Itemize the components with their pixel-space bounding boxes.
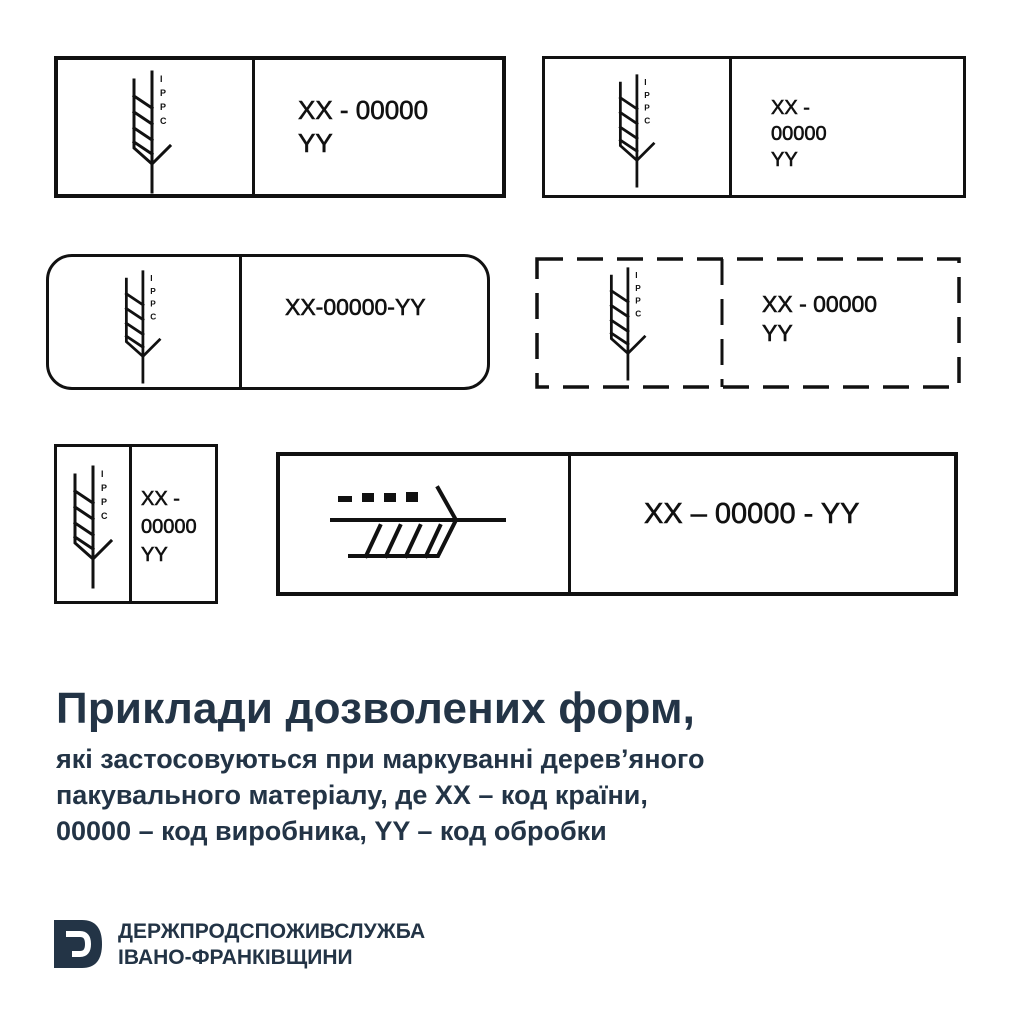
- wheat-ear-icon: [126, 66, 176, 196]
- svg-text:I: I: [635, 270, 638, 280]
- svg-text:P: P: [644, 90, 650, 100]
- org-name-line2: ІВАНО-ФРАНКІВЩИНИ: [118, 946, 353, 969]
- mark-code: XX – 00000 - YY: [644, 498, 860, 530]
- svg-text:I: I: [644, 77, 647, 87]
- dashed-frame: [534, 256, 962, 390]
- headline: Приклади дозволених форм,: [56, 684, 696, 733]
- caption-line: які застосовуються при маркуванні дерев’яного: [56, 744, 705, 774]
- ippc-mark-2: [542, 56, 966, 198]
- wheat-ear-icon: [119, 263, 165, 389]
- caption-line: пакувального матеріалу, де XX – код країни,: [56, 780, 648, 810]
- svg-text:P: P: [101, 497, 108, 507]
- wheat-ear-icon: [67, 455, 117, 597]
- svg-text:C: C: [101, 511, 108, 521]
- wheat-ear-icon: [604, 260, 650, 386]
- svg-text:P: P: [101, 483, 108, 493]
- ippc-mark-4: [534, 256, 962, 390]
- mark-code: XX - 00000 YY: [771, 97, 827, 171]
- svg-text:P: P: [160, 88, 167, 98]
- org-name-line1: ДЕРЖПРОДСПОЖИВСЛУЖБА: [118, 920, 426, 943]
- ippc-text: I: [160, 74, 163, 84]
- svg-text:P: P: [160, 102, 167, 112]
- svg-text:P: P: [635, 283, 641, 293]
- svg-text:P: P: [644, 103, 650, 113]
- mark-code: XX - 00000 YY: [298, 95, 429, 158]
- svg-text:P: P: [150, 299, 156, 309]
- caption-line: 00000 – код виробника, YY – код обробки: [56, 816, 607, 846]
- ippc-mark-5: [54, 444, 218, 604]
- wheat-ear-horizontal-icon: [328, 484, 508, 566]
- svg-text:I: I: [101, 469, 104, 479]
- caption: [56, 683, 704, 849]
- svg-text:P: P: [635, 296, 641, 306]
- mark-code: XX - 00000 YY: [141, 488, 197, 566]
- svg-text:C: C: [635, 309, 642, 319]
- svg-text:C: C: [644, 116, 651, 126]
- svg-text:C: C: [160, 116, 167, 126]
- mark-code: XX-00000-YY: [285, 294, 426, 320]
- svg-text:C: C: [150, 312, 157, 322]
- ippc-mark-6: [276, 452, 958, 596]
- ippc-mark-3: [46, 254, 490, 390]
- mark-code: XX - 00000 YY: [762, 291, 878, 346]
- svg-text:I: I: [150, 273, 153, 283]
- ippc-mark-1: [54, 56, 506, 198]
- svg-text:P: P: [150, 286, 156, 296]
- letter-d-logo-icon: [52, 918, 104, 970]
- wheat-ear-icon: [613, 67, 659, 193]
